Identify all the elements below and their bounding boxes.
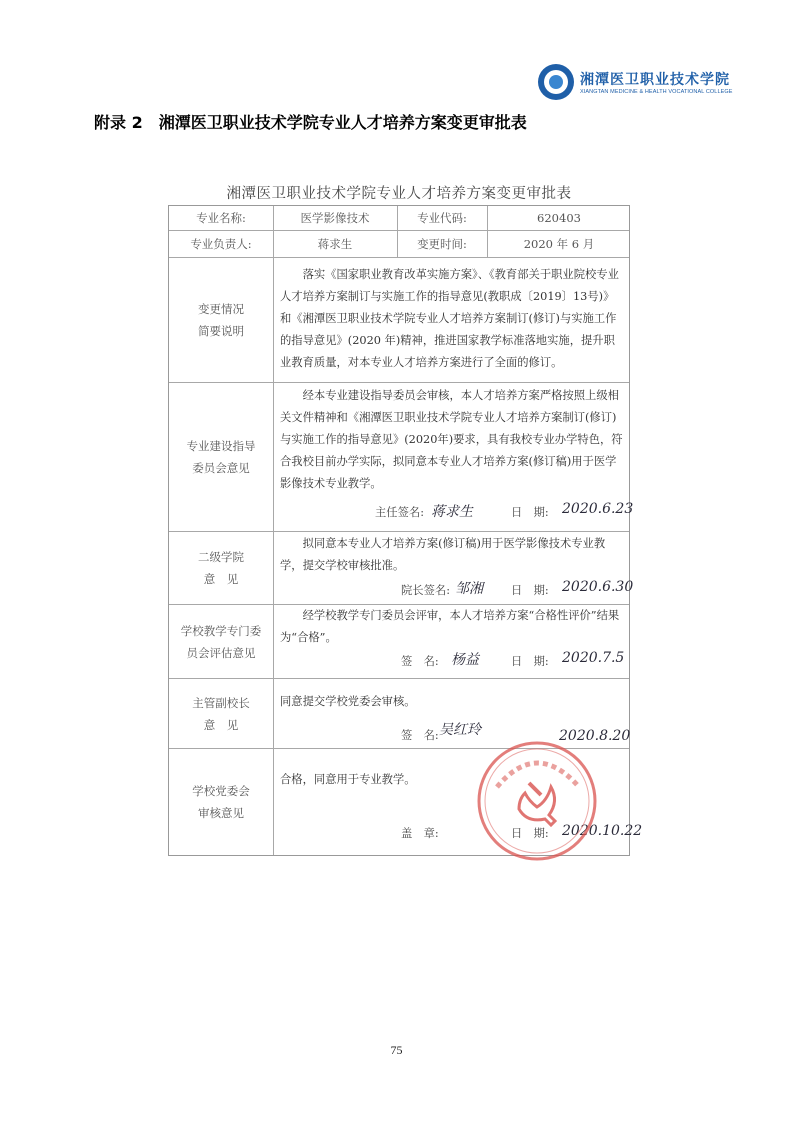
handwritten-signature: 邹湘 [455,581,483,597]
date-label: 日 期: [511,827,549,840]
change-time-value: 2020 年 6 月 [523,237,595,251]
section-label-line: 意 见 [203,572,239,586]
section-label [169,679,273,748]
form-row-leader [169,231,629,258]
section-label-line: 意 见 [203,717,239,732]
sign-label: 签 名: [401,655,439,668]
sign-label: 院长签名: [401,584,450,597]
section-teaching-committee-opinion [169,605,629,679]
college-logo [538,64,733,100]
section-label [169,258,273,382]
handwritten-signature: 吴红玲 [439,722,481,738]
section-text: 落实《国家职业教育改革实施方案》、《教育部关于职业院校专业人才培养方案制订与实施工作的指导意见(教职成〔2019〕13号)》和《湘潭医卫职业技术学院专业人才培养方案制订(修订)与实施工作的指导意见》(2020 年)精神，推进国家教学标准落地实施，提升职业教育质量，对本专业人才培养方案进行了全面的修订。 [280,268,619,369]
section-text: 经本专业建设指导委员会审核，本人才培养方案严格按照上级相关文件精神和《湘潭医卫职业技术学院专业人才培养方案制订(修订)与实施工作的指导意见》(2020年)要求，具有我校专业办学特色，符合我校目前办学实际，拟同意本专业人才培养方案(修订稿)用于医学影像技术专业教学。 [280,389,623,490]
section-label [169,532,273,604]
form-row-major [169,206,629,231]
section-text: 同意提交学校党委会审核。 [280,695,416,708]
section-text: 经学校教学专门委员会评审，本人才培养方案“合格性评价”结果为“合格”。 [280,609,620,644]
section-label-line: 员会评估意见 [186,645,256,660]
section-committee-opinion [169,383,634,532]
section-text: 合格，同意用于专业教学。 [280,773,416,786]
handwritten-date: 2020.10.22 [562,823,643,839]
logo-english-name: XIANGTAN MEDICINE & HEALTH VOCATIONAL COLLEGE [580,89,733,95]
leader-label: 专业负责人: [190,237,252,251]
appendix-number: 附录 2 [94,113,143,132]
sign-label: 盖 章: [401,827,439,840]
section-label-line: 委员会意见 [192,461,250,475]
sign-label: 主任签名: [375,506,424,519]
section-label [169,383,273,531]
major-code-value: 620403 [537,211,581,225]
logo-chinese-name: 湘潭医卫职业技术学院 [580,72,730,88]
logo-text [580,69,733,95]
party-emblem-icon [519,783,555,825]
date-label: 日 期: [511,655,549,668]
change-time-label: 变更时间: [417,237,467,251]
section-college-opinion [169,532,634,605]
sign-label: 签 名: [401,729,439,742]
section-label-line: 学校党委会 [192,784,250,798]
leader-value: 蒋求生 [317,237,353,251]
handwritten-date: 2020.6.23 [562,501,634,517]
handwritten-signature: 蒋求生 [431,504,473,520]
date-label: 日 期: [511,506,549,519]
form-title: 湘潭医卫职业技术学院专业人才培养方案变更审批表 [226,186,572,202]
handwritten-date: 2020.7.5 [562,650,625,666]
section-label-line: 专业建设指导 [186,439,256,453]
section-text: 拟同意本专业人才培养方案(修订稿)用于医学影像技术专业教学，提交学校审核批准。 [280,537,606,572]
section-label-line: 审核意见 [198,806,244,820]
section-label [169,749,273,855]
appendix-title: 湘潭医卫职业技术学院专业人才培养方案变更审批表 [158,113,527,132]
official-red-stamp [475,739,599,863]
handwritten-signature: 杨益 [451,652,479,668]
handwritten-date: 2020.8.20 [559,728,631,744]
college-seal-icon [538,64,574,100]
handwritten-date: 2020.6.30 [562,579,634,595]
section-label-line: 主管副校长 [192,695,250,710]
section-change-summary [169,258,629,383]
section-label-line: 变更情况 [198,302,244,316]
major-name-value: 医学影像技术 [300,211,370,225]
approval-form [168,205,643,856]
section-label [169,605,273,678]
section-label-line: 简要说明 [198,324,244,338]
major-code-label: 专业代码: [417,211,467,225]
date-label: 日 期: [511,584,549,597]
page-number: 75 [390,1043,403,1057]
appendix-heading [94,110,527,133]
major-name-label: 专业名称: [196,211,246,225]
section-label-line: 二级学院 [198,550,244,564]
section-label-line: 学校教学专门委 [180,623,262,638]
